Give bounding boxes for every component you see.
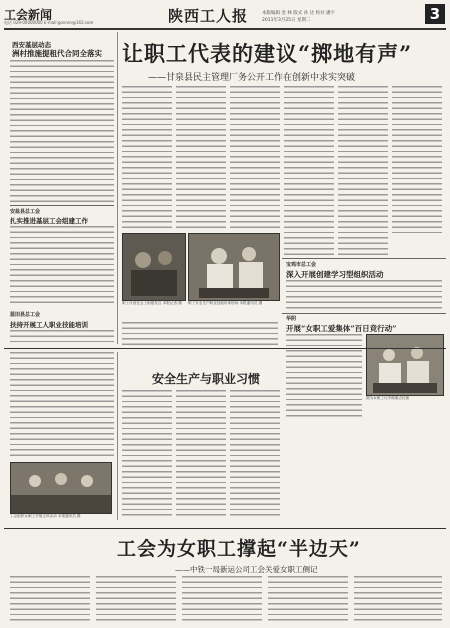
right-box2-label: 华阴	[286, 316, 297, 322]
main-article-col4	[284, 86, 334, 256]
page-number	[425, 4, 445, 24]
left-article2-title: 扎实推进基层工会组建工作	[10, 217, 88, 225]
left-article2-label: 安盐县总工会	[10, 209, 41, 215]
photo2-caption: 职工安全生产职业技能培训现场 本报通讯员 摄	[188, 301, 263, 305]
photo-activity-graphic	[11, 463, 111, 513]
editor-info: 本版编辑 金 林 版式 孙 达 校对 潘宇	[262, 11, 336, 16]
photo1-caption: 职工代表在会上积极发言 本报记者 摄	[122, 301, 182, 305]
main-article-col5	[338, 86, 388, 256]
photo3-caption: 图为女职工巧手做面点比赛	[366, 396, 410, 400]
bottom-rule	[4, 528, 446, 529]
right-box2-title: 开展“女职工爱集体”百日竞行动”	[286, 324, 397, 333]
bottom-col5	[354, 576, 442, 624]
page-number-digit: 3	[429, 5, 441, 23]
photo-activity	[10, 462, 112, 514]
section-name: 工会新闻	[4, 8, 53, 22]
photo-training	[188, 233, 280, 301]
safety-col3	[230, 390, 280, 516]
safety-col1	[122, 390, 172, 516]
bottom-col3	[182, 576, 262, 624]
photo-women-workers	[366, 334, 444, 396]
photo4-caption: 工会组织女职工开展文体活动 本报通讯员 摄	[10, 514, 81, 518]
photo-women-workers-graphic	[367, 335, 443, 395]
left-article3-title: 扶持开展工人职业技能培训	[10, 321, 88, 329]
photo-training-graphic	[189, 234, 279, 300]
bottom-subheadline: ——中铁一局新运公司工会关爱女职工侧记	[175, 565, 318, 574]
main-article-col1	[122, 86, 172, 230]
safety-headline: 安全生产与职业习惯	[152, 372, 261, 386]
left-article1-title: 洲村推施提租代合同全落实	[12, 49, 102, 58]
issue-date: 2011年3月25日 星期二	[262, 18, 311, 23]
header-rule	[4, 28, 446, 30]
main-headline: 让职工代表的建议“掷地有声”	[122, 41, 413, 66]
main-subheadline: ——甘泉县民主管理厂务公开工作在创新中求实突破	[148, 73, 356, 83]
right-divider-2	[282, 313, 446, 314]
column-divider-lower	[117, 352, 118, 520]
left-lower-body	[10, 352, 114, 456]
photo-representatives	[122, 233, 186, 301]
middle-article-top	[122, 322, 278, 346]
column-divider	[117, 32, 118, 344]
left-section-label: 西安基层动态	[12, 41, 51, 49]
bottom-col1	[10, 576, 90, 624]
right-box1-title: 深入开展创建学习型组织活动	[286, 270, 384, 279]
bottom-col4	[268, 576, 348, 624]
newspaper-masthead: 陕西工人报	[168, 7, 249, 25]
safety-col2	[176, 390, 226, 516]
main-article-col2	[176, 86, 226, 230]
mid-rule	[4, 348, 446, 349]
header-contact: 电话 029-00000000 E-mail:gonren@163.com	[4, 20, 94, 25]
right-divider-1	[282, 258, 446, 259]
right-box1-label: 宝鸡市总工会	[286, 262, 317, 268]
left-article2-body	[10, 226, 114, 306]
left-article3-label: 蓝田县总工会	[10, 312, 41, 318]
right-box2-body	[286, 334, 362, 420]
main-article-col6	[392, 86, 442, 234]
left-article3-body-top	[10, 330, 114, 344]
right-box1-body	[286, 280, 442, 310]
bottom-col2	[96, 576, 176, 624]
photo-representatives-graphic	[123, 234, 185, 300]
bottom-headline: 工会为女职工撑起“半边天”	[117, 538, 361, 560]
left-divider	[10, 205, 114, 206]
main-article-col3	[230, 86, 280, 230]
left-article1-body	[10, 60, 114, 202]
